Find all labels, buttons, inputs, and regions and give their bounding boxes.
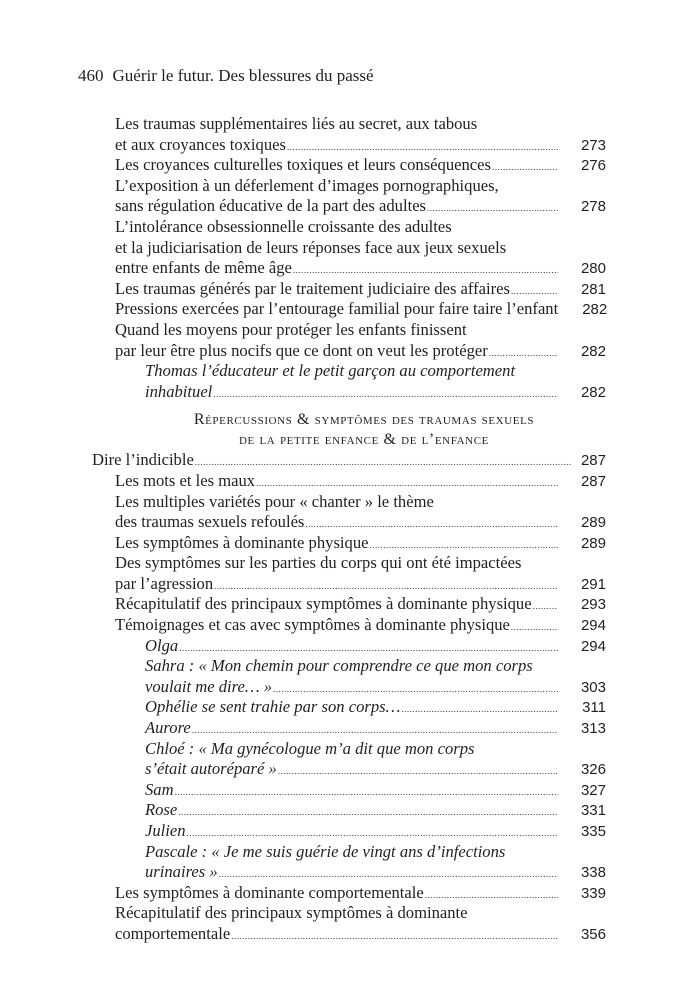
- toc-entry-line: [0, 135, 700, 156]
- toc-page-number: 303: [580, 678, 606, 696]
- toc-entry-text: L’intolérance obsessionnelle croissante des adultes: [115, 216, 452, 236]
- toc-page-number: 293: [580, 596, 606, 614]
- toc-page-number: 282: [580, 342, 606, 360]
- toc-entry-text: et aux croyances toxiques: [115, 134, 286, 154]
- toc-entry-text: inhabituel: [145, 381, 213, 401]
- toc-entry-line: [0, 238, 700, 259]
- toc-page-number: 338: [580, 864, 606, 882]
- toc-entry-text: Olga: [145, 635, 179, 655]
- toc-entry-line: [0, 862, 700, 883]
- page-number: 460: [78, 66, 104, 85]
- toc-page-number: 276: [580, 157, 606, 175]
- toc-entry-line: [0, 883, 700, 904]
- toc-page-number: 294: [580, 617, 606, 635]
- toc-page-number: 289: [580, 514, 606, 532]
- dot-leader: [219, 864, 558, 885]
- toc-entry-text: entre enfants de même âge: [115, 258, 292, 278]
- toc-entry-text: Récapitulatif des principaux symptômes à dominante physique: [115, 594, 532, 614]
- toc-entry[interactable]: [0, 718, 700, 739]
- toc-page-number: 280: [580, 260, 606, 278]
- toc-entry-line: [0, 114, 700, 135]
- toc-entry-text: Les traumas supplémentaires liés au secret, aux tabous: [115, 114, 478, 133]
- toc-entry[interactable]: [0, 320, 700, 361]
- toc-page-number: 339: [580, 884, 606, 902]
- toc-entry[interactable]: [0, 217, 700, 279]
- toc-entry[interactable]: [0, 176, 700, 217]
- dot-leader: [533, 596, 558, 617]
- toc-entry-line: [0, 780, 700, 801]
- dot-leader: [214, 576, 558, 597]
- toc-page-number: 281: [580, 280, 606, 298]
- toc-entry[interactable]: [0, 615, 700, 636]
- toc-entry-line: [0, 299, 700, 320]
- toc-entry-line: [0, 800, 700, 821]
- toc-entry-line: [0, 320, 700, 341]
- toc-entry-text: Sahra : « Mon chemin pour comprendre ce que mon corps: [145, 656, 533, 676]
- dot-leader: [427, 198, 558, 219]
- dot-leader: [489, 343, 558, 364]
- toc-entry-line: [0, 382, 700, 403]
- toc-page-number: 287: [580, 452, 606, 470]
- toc-entry-line: [0, 759, 700, 780]
- toc-page-number: 331: [580, 802, 606, 820]
- toc-entry-text: par l’agression: [115, 573, 214, 593]
- toc-page-number: 311: [582, 699, 606, 717]
- toc-entry[interactable]: [0, 553, 700, 594]
- toc-entry-text: Les symptômes à dominante physique: [115, 532, 369, 552]
- dot-leader: [213, 384, 558, 405]
- toc-entry-text: Aurore: [145, 718, 191, 738]
- toc-entry-text: Récapitulatif des principaux symptômes à dominante: [115, 903, 468, 923]
- toc-entry-line: [0, 842, 700, 863]
- toc-entry-text: Les traumas générés par le traitement judiciaire des affaires: [115, 278, 510, 298]
- toc-entry-line: [0, 677, 700, 698]
- toc-entry-text: et la judiciarisation de leurs réponses face aux jeux sexuels: [115, 237, 507, 257]
- toc-entry-text: Ophélie se sent trahie par son corps…: [145, 697, 401, 717]
- toc-entry[interactable]: [0, 114, 700, 155]
- toc-entry[interactable]: [0, 279, 700, 300]
- toc-page-number: 289: [580, 534, 606, 552]
- toc-entry-text: comportementale: [115, 923, 231, 943]
- running-header: [78, 66, 374, 86]
- toc-entry[interactable]: [0, 299, 700, 320]
- toc-entry-line: [0, 533, 700, 554]
- toc-entry[interactable]: [0, 594, 700, 615]
- toc-entry-line: [0, 574, 700, 595]
- toc-entry[interactable]: [0, 883, 700, 904]
- toc-entry-line: [0, 821, 700, 842]
- toc-page-number: 282: [582, 301, 608, 319]
- dot-leader: [195, 452, 572, 473]
- toc-entry-text: Témoignages et cas avec symptômes à dominante physique: [115, 615, 510, 635]
- toc-entry[interactable]: [0, 155, 700, 176]
- toc-entry[interactable]: [0, 780, 700, 801]
- dot-leader: [273, 679, 558, 700]
- dot-leader: [175, 782, 558, 803]
- toc-entry[interactable]: [0, 739, 700, 780]
- toc-entry-text: s’était autoréparé »: [145, 759, 277, 779]
- toc-page-number: 294: [580, 637, 606, 655]
- section-heading: [0, 410, 700, 450]
- toc-entry-line: [0, 739, 700, 760]
- toc-entry[interactable]: [0, 821, 700, 842]
- section-heading-line: Répercussions & symptômes des traumas sexuels: [193, 411, 535, 429]
- toc-page-number: 335: [580, 823, 606, 840]
- toc-entry-line: [0, 471, 700, 492]
- toc-entry[interactable]: [0, 656, 700, 697]
- dot-leader: [231, 926, 558, 947]
- dot-leader: [401, 699, 558, 720]
- toc-entry-line: [0, 512, 700, 533]
- toc-entry-line: [0, 341, 700, 362]
- toc-entry-line: [0, 176, 700, 197]
- toc-entry-text: Rose: [145, 800, 178, 820]
- toc-entry-text: Chloé : « Ma gynécologue m’a dit que mon corps: [145, 738, 475, 758]
- toc-entry-text: des traumas sexuels refoulés: [115, 512, 305, 532]
- toc-entry-line: [0, 924, 700, 945]
- dot-leader: [192, 720, 558, 741]
- toc-entry-text: Julien: [145, 821, 186, 840]
- dot-leader: [492, 157, 558, 178]
- toc-entry-text: sans régulation éducative de la part des adultes: [115, 196, 427, 216]
- toc-entry-line: [0, 258, 700, 279]
- toc-page-number: 313: [580, 720, 606, 738]
- toc-entry-text: Les symptômes à dominante comportementale: [115, 882, 424, 902]
- toc-entry[interactable]: [0, 697, 700, 718]
- toc-entry-line: [0, 615, 700, 636]
- dot-leader: [256, 473, 558, 494]
- toc-entry-text: Pascale : « Je me suis guérie de vingt ans d’infections: [145, 841, 506, 861]
- toc-entry-line: [0, 553, 700, 574]
- toc-entry[interactable]: [0, 533, 700, 554]
- toc-entry-text: Les croyances culturelles toxiques et leurs conséquences: [115, 155, 491, 175]
- dot-leader: [178, 802, 558, 823]
- toc-entry-line: [0, 718, 700, 739]
- dot-leader: [511, 617, 558, 638]
- toc-entry-text: Quand les moyens pour protéger les enfants finissent: [115, 319, 467, 339]
- table-of-contents: [0, 114, 700, 945]
- toc-entry-text: urinaires »: [145, 862, 218, 882]
- toc-entry[interactable]: [0, 492, 700, 533]
- toc-entry-line: [0, 279, 700, 300]
- section-heading-line: de la petite enfance & de l’enfance: [239, 431, 489, 449]
- toc-entry[interactable]: [0, 800, 700, 821]
- toc-entry-line: [0, 155, 700, 176]
- toc-entry-line: [0, 217, 700, 238]
- toc-entry-line: [0, 656, 700, 677]
- toc-entry-text: Sam: [145, 779, 174, 799]
- toc-entry-line: [0, 903, 700, 924]
- toc-entry[interactable]: [0, 636, 700, 657]
- toc-page-number: 278: [580, 198, 606, 216]
- toc-page-number: 282: [580, 383, 606, 401]
- dot-leader: [369, 535, 558, 556]
- toc-entry-text: Les multiples variétés pour « chanter » le thème: [115, 491, 434, 511]
- book-title: Guérir le futur. Des blessures du passé: [112, 66, 374, 85]
- toc-entry[interactable]: [0, 471, 700, 492]
- dot-leader: [305, 514, 558, 535]
- toc-entry-line: [0, 361, 700, 382]
- toc-entry-text: Pressions exercées par l’entourage familial pour faire taire l’enfant: [115, 299, 559, 319]
- toc-entry-text: L’exposition à un déferlement d’images pornographiques,: [115, 175, 499, 195]
- dot-leader: [511, 281, 558, 302]
- toc-entry-text: Les mots et les maux: [115, 470, 256, 490]
- toc-entry[interactable]: [0, 842, 700, 883]
- toc-entry-line: [0, 450, 700, 471]
- toc-entry[interactable]: [0, 450, 700, 471]
- dot-leader: [179, 638, 558, 659]
- toc-entry-line: [0, 697, 700, 718]
- toc-entry-text: voulait me dire… »: [145, 676, 273, 696]
- toc-entry[interactable]: [0, 903, 700, 944]
- toc-page-number: 273: [580, 136, 606, 154]
- toc-entry-line: [0, 636, 700, 657]
- dot-leader: [187, 823, 558, 844]
- toc-page-number: 291: [580, 575, 606, 593]
- toc-entry-text: Thomas l’éducateur et le petit garçon au comportement: [145, 361, 516, 381]
- toc-entry-line: [0, 492, 700, 513]
- dot-leader: [293, 260, 558, 281]
- dot-leader: [425, 885, 558, 906]
- toc-entry-line: [0, 196, 700, 217]
- toc-entry[interactable]: [0, 361, 700, 402]
- toc-entry-line: [0, 594, 700, 615]
- toc-entry-text: Des symptômes sur les parties du corps qui ont été impactées: [115, 553, 522, 573]
- toc-entry-text: Dire l’indicible: [92, 450, 194, 470]
- dot-leader: [278, 761, 558, 782]
- dot-leader: [287, 137, 558, 158]
- toc-page-number: 326: [580, 761, 606, 779]
- toc-page-number: 327: [580, 781, 606, 799]
- toc-entry-text: par leur être plus nocifs que ce dont on veut les protéger: [115, 340, 488, 360]
- toc-page-number: 356: [580, 925, 606, 943]
- toc-page-number: 287: [580, 472, 606, 490]
